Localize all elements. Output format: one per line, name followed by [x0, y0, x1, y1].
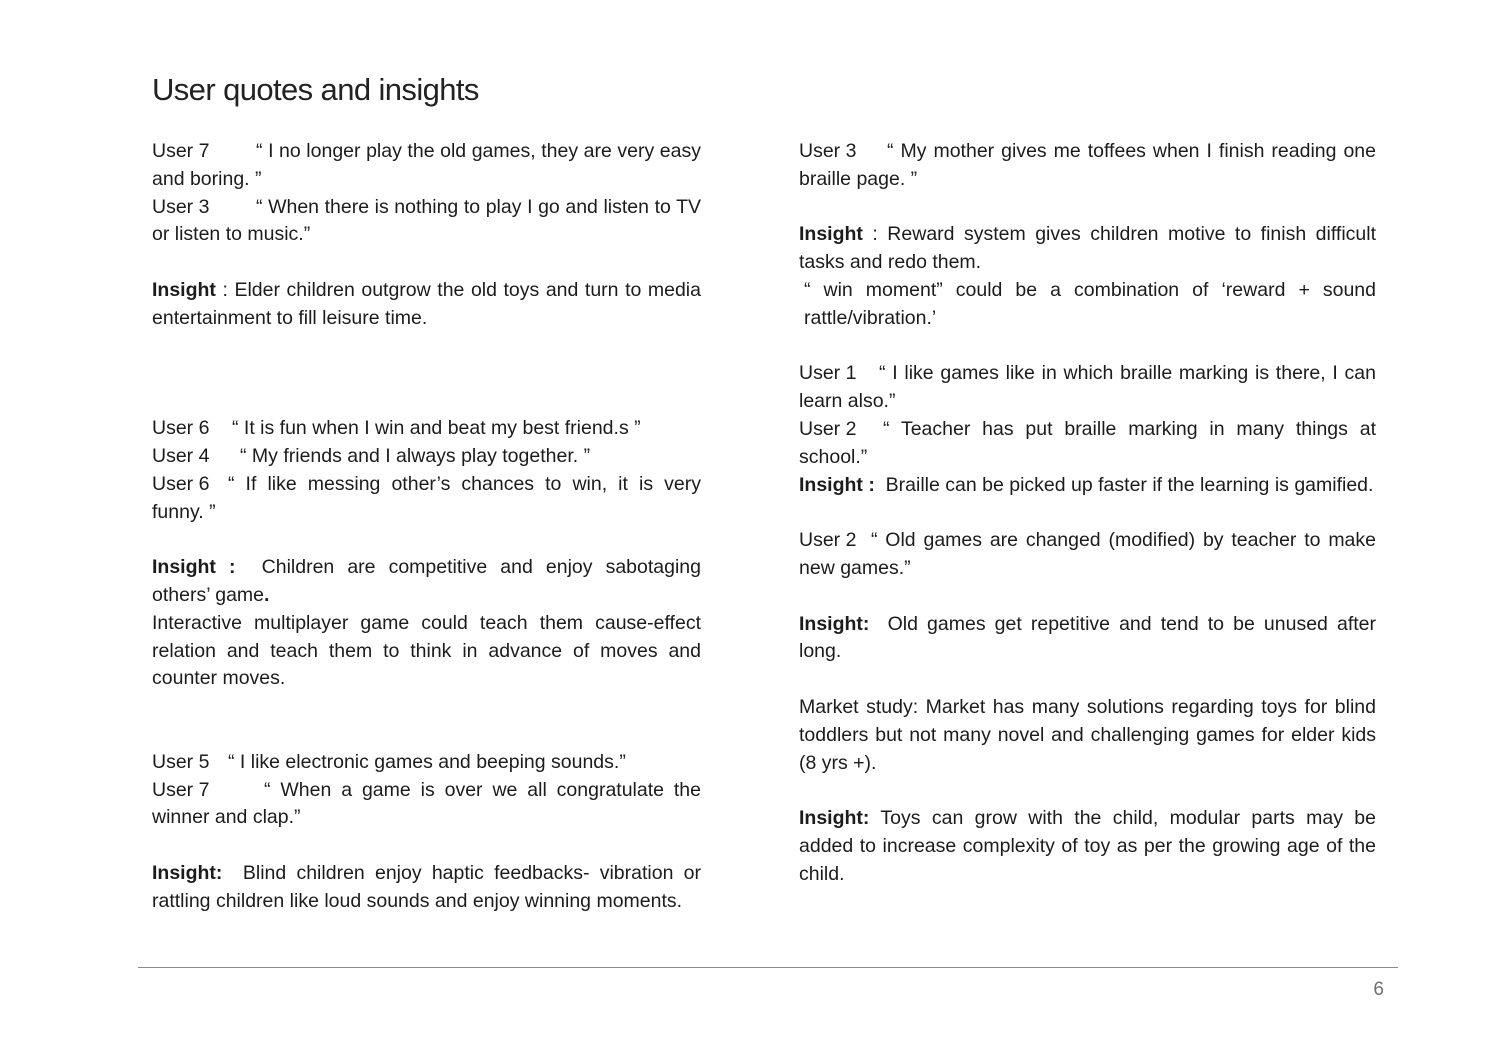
quote-speaker: User 2	[799, 529, 857, 552]
user-quote	[799, 360, 1376, 416]
quote-speaker: User 3	[152, 195, 210, 218]
insight-paragraph	[152, 277, 701, 333]
user-quote	[152, 194, 701, 250]
quote-speaker: User 7	[152, 140, 210, 162]
insight-paragraph	[799, 805, 1376, 888]
insight-paragraph	[799, 611, 1376, 667]
user-quote	[152, 471, 701, 527]
insight-label: Insight :	[799, 473, 875, 496]
user-quote	[152, 138, 701, 194]
quote-text: “ I like electronic games and beeping sounds.”	[228, 750, 626, 773]
quote-speaker: User 7	[152, 778, 210, 801]
insight-paragraph	[152, 860, 701, 916]
insight-label: Insight	[152, 278, 216, 301]
quote-group	[152, 415, 701, 526]
insight-text: Toys can grow with the child, modular parts may be added to increase complexity of toy as per the growing age of the child.	[799, 807, 1376, 885]
quote-text: “ I like games like in which braille marking is there, I can learn also.”	[799, 362, 1376, 413]
insight-paragraph	[152, 554, 701, 610]
user-quote	[799, 416, 1376, 472]
insight-label: Insight:	[152, 861, 223, 884]
quote-text: “ It is fun when I win and beat my best friend.s ”	[232, 417, 641, 440]
insight-text: : Elder children outgrow the old toys and turn to media entertainment to fill leisure time.	[152, 278, 701, 329]
quote-group	[799, 360, 1376, 471]
insight-end: .	[264, 583, 270, 606]
quote-text: “ Old games are changed (modified) by teacher to make new games.”	[799, 529, 1376, 579]
quote-text: “ My mother gives me toffees when I finish reading one braille page. ”	[799, 140, 1376, 190]
quote-text: “ Teacher has put braille marking in many things at school.”	[799, 417, 1376, 468]
insight-label: Insight:	[799, 612, 870, 635]
insight-text: Blind children enjoy haptic feedbacks- vibration or rattling children like loud sounds and enjoy winning moments.	[152, 861, 701, 912]
page-title: User quotes and insights	[152, 72, 479, 107]
quote-speaker: User 6	[152, 472, 210, 495]
insight-label: Insight	[799, 223, 863, 246]
user-quote	[799, 527, 1376, 583]
insight-paragraph	[799, 221, 1376, 277]
insight-text: : Reward system gives children motive to finish difficult tasks and redo them.	[799, 223, 1376, 274]
quote-text: “ My friends and I always play together. ”	[240, 444, 591, 467]
left-column	[152, 138, 701, 916]
insight-detail: “ win moment” could be a combination of ‘reward + sound rattle/vibration.’	[804, 278, 1376, 329]
user-quote	[152, 443, 701, 471]
quote-speaker: User 2	[799, 417, 857, 440]
quote-speaker: User 5	[152, 750, 210, 773]
user-quote	[152, 415, 701, 443]
footer-divider	[138, 967, 1398, 968]
insight-label: Insight:	[799, 807, 870, 830]
page-number: 6	[1373, 979, 1384, 1000]
user-quote	[152, 777, 701, 833]
quote-text: “ When there is nothing to play I go and listen to TV or listen to music.”	[152, 195, 701, 246]
quote-text: “ I no longer play the old games, they are very easy and boring. ”	[152, 140, 701, 190]
insight-paragraph	[799, 472, 1376, 500]
quote-group	[152, 749, 701, 832]
quote-text: “ If like messing other’s chances to win, it is very funny. ”	[152, 472, 701, 523]
insight-label: Insight :	[152, 556, 236, 579]
quote-group	[152, 138, 701, 249]
quote-speaker: User 6	[152, 417, 210, 440]
user-quote	[152, 749, 701, 777]
quote-speaker: User 1	[799, 362, 857, 385]
right-column	[799, 138, 1376, 889]
insight-text: Braille can be picked up faster if the learning is gamified.	[885, 473, 1374, 496]
quote-text: “ When a game is over we all congratulate the winner and clap.”	[152, 778, 701, 829]
insight-text: Old games get repetitive and tend to be unused after long.	[799, 612, 1376, 663]
quote-speaker: User 4	[152, 444, 210, 467]
market-study: Market study: Market has many solutions regarding toys for blind toddlers but not many novel and challenging games for elder kids (8 yrs +).	[799, 695, 1376, 774]
user-quote	[799, 138, 1376, 194]
insight-detail: Interactive multiplayer game could teach them cause-effect relation and teach them to think in advance of moves and counter moves.	[152, 611, 701, 690]
insight-text: Children are competitive and enjoy sabotaging others’ game	[152, 556, 701, 606]
quote-speaker: User 3	[799, 140, 857, 162]
